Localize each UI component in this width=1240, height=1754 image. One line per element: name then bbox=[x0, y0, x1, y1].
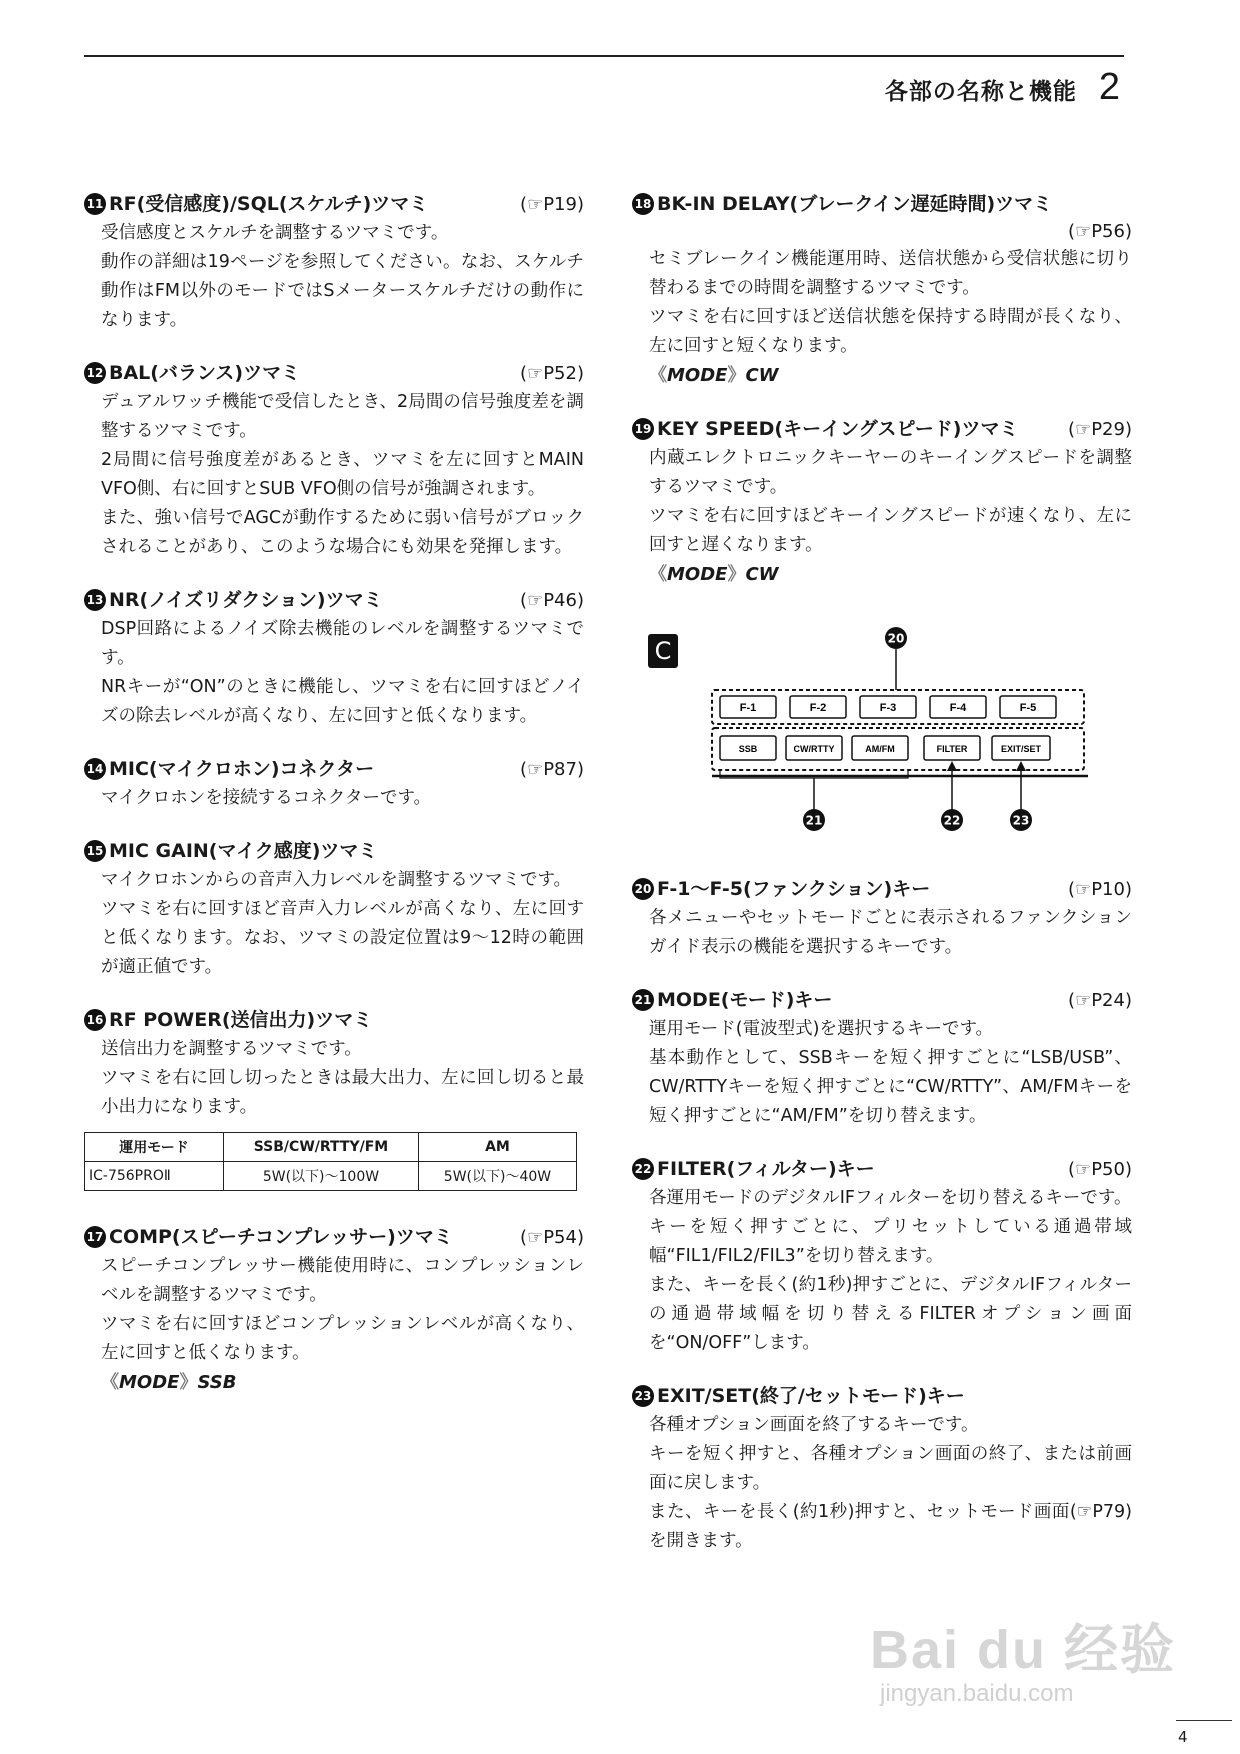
watermark-url: jingyan.baidu.com bbox=[880, 1680, 1074, 1707]
f1-key-label: F-1 bbox=[739, 702, 757, 714]
page-ref: (☞P52) bbox=[520, 363, 584, 384]
item-text: 基本動作として、SSBキーを短く押すごとに“LSB/USB”、CW/RTTYキーを短く押すごとに“CW/RTTY”、AM/FMキーを短く押すごとに“AM/FM”を切り替えます。 bbox=[649, 1048, 1132, 1126]
mode-label: MODE bbox=[667, 365, 728, 386]
number-badge: 13 bbox=[84, 589, 106, 611]
item-16 bbox=[84, 1006, 584, 1122]
column-header: AM bbox=[418, 1133, 576, 1162]
mode-note bbox=[84, 1368, 584, 1398]
number-badge: 16 bbox=[84, 1009, 106, 1031]
number-badge: 17 bbox=[84, 1226, 106, 1248]
number-badge: 12 bbox=[84, 362, 106, 384]
number-badge: 22 bbox=[632, 1158, 654, 1180]
item-title: MIC(マイクロホン)コネクター bbox=[109, 758, 375, 780]
table-cell: 5W(以下)〜100W bbox=[224, 1162, 419, 1191]
item-11 bbox=[84, 190, 584, 335]
section-title: 各部の名称と機能 bbox=[884, 79, 1077, 105]
mode-note bbox=[632, 361, 1132, 391]
item-text: 各種オプション画面を終了するキーです。 bbox=[649, 1415, 979, 1435]
f5-key-label: F-5 bbox=[1019, 702, 1037, 714]
filter-key-label: FILTER bbox=[936, 744, 968, 754]
cw-rtty-key-label: CW/RTTY bbox=[793, 744, 835, 754]
item-17 bbox=[84, 1223, 584, 1398]
item-18 bbox=[632, 190, 1132, 391]
item-title: MODE(モード)キー bbox=[657, 989, 833, 1011]
arrow-up-icon bbox=[1016, 761, 1026, 771]
chevron-left-icon: 《 bbox=[649, 564, 667, 585]
chevron-right-icon: 》 bbox=[727, 564, 746, 585]
item-text: ツマミを右に回すほどコンプレッションレベルが高くなり、左に回すと低くなります。 bbox=[101, 1314, 584, 1363]
footer-rule bbox=[1176, 1720, 1232, 1721]
column-header: 運用モード bbox=[85, 1133, 224, 1162]
item-title: FILTER(フィルター)キー bbox=[657, 1158, 875, 1180]
item-text: ツマミを右に回すほど音声入力レベルが高くなり、左に回すと低くなります。なお、ツマミの設定位置は9〜12時の範囲が適正値です。 bbox=[101, 899, 584, 977]
item-text: また、キーを長く(約1秒)押すごとに、デジタルIFフィルターの通過帯域幅を切り替えるFILTERオプション画面を“ON/OFF”します。 bbox=[649, 1275, 1132, 1353]
page-ref: (☞P46) bbox=[520, 590, 584, 611]
f4-key-label: F-4 bbox=[949, 702, 967, 714]
item-text: マイクロホンを接続するコネクターです。 bbox=[101, 788, 432, 808]
item-text: 各メニューやセットモードごとに表示されるファンクションガイド表示の機能を選択するキーです。 bbox=[649, 908, 1132, 957]
number-badge: 20 bbox=[632, 878, 654, 900]
page-ref: (☞P56) bbox=[1068, 221, 1132, 242]
number-badge: 15 bbox=[84, 840, 106, 862]
right-column-upper bbox=[632, 190, 1132, 614]
item-text: 送信出力を調整するツマミです。 bbox=[101, 1039, 362, 1059]
item-text: デュアルワッチ機能で受信したとき、2局間の信号強度差を調整するツマミです。 bbox=[101, 392, 584, 441]
item-19 bbox=[632, 415, 1132, 590]
item-text: また、強い信号でAGCが動作するために弱い信号がブロックされることがあり、このような場合にも効果を発揮します。 bbox=[101, 508, 584, 557]
item-title: KEY SPEED(キーイングスピード)ツマミ bbox=[657, 418, 1019, 440]
item-15 bbox=[84, 837, 584, 982]
mode-note bbox=[632, 560, 1132, 590]
am-fm-key-label: AM/FM bbox=[865, 744, 895, 754]
mode-label: MODE bbox=[119, 1372, 180, 1393]
mode-value: CW bbox=[745, 564, 779, 585]
left-column bbox=[84, 190, 584, 1422]
table-cell: 5W(以下)〜40W bbox=[418, 1162, 576, 1191]
item-text: スピーチコンプレッサー機能使用時に、コンプレッションレベルを調整するツマミです。 bbox=[101, 1256, 584, 1305]
item-22 bbox=[632, 1155, 1132, 1358]
item-12 bbox=[84, 359, 584, 562]
ssb-key-label: SSB bbox=[738, 744, 758, 754]
item-text: キーを短く押すと、各種オプション画面の終了、または前画面に戻します。 bbox=[649, 1444, 1132, 1493]
chevron-left-icon: 《 bbox=[649, 365, 667, 386]
item-title: BAL(バランス)ツマミ bbox=[109, 362, 301, 384]
f2-key-label: F-2 bbox=[809, 702, 827, 714]
callout-number: 23 bbox=[1012, 813, 1030, 828]
item-text: 各運用モードのデジタルIFフィルターを切り替えるキーです。 bbox=[649, 1188, 1132, 1208]
item-title: COMP(スピーチコンプレッサー)ツマミ bbox=[109, 1226, 453, 1248]
chevron-left-icon: 《 bbox=[101, 1372, 119, 1393]
item-text: また、キーを長く(約1秒)押すと、セットモード画面(☞P79)を開きます。 bbox=[649, 1502, 1132, 1551]
item-14 bbox=[84, 755, 584, 813]
chevron-right-icon: 》 bbox=[179, 1372, 198, 1393]
item-text: セミブレークイン機能運用時、送信状態から受信状態に切り替わるまでの時間を調整するツマミです。 bbox=[649, 249, 1132, 298]
item-13 bbox=[84, 586, 584, 731]
item-text: ツマミを右に回し切ったときは最大出力、左に回し切ると最小出力になります。 bbox=[101, 1068, 584, 1117]
page-header bbox=[885, 66, 1120, 109]
item-text: ツマミを右に回すほどキーイングスピードが速くなり、左に回すと遅くなります。 bbox=[649, 506, 1132, 555]
item-title: EXIT/SET(終了/セットモード)キー bbox=[657, 1385, 965, 1407]
page-ref: (☞P19) bbox=[520, 194, 584, 215]
page-number: 4 bbox=[1178, 1728, 1188, 1746]
number-badge: 11 bbox=[84, 193, 106, 215]
mode-value: CW bbox=[745, 365, 779, 386]
number-badge: 21 bbox=[632, 989, 654, 1011]
item-title: NR(ノイズリダクション)ツマミ bbox=[109, 589, 383, 611]
item-text: 内蔵エレクトロニックキーヤーのキーイングスピードを調整するツマミです。 bbox=[649, 448, 1132, 497]
item-text: 2局間に信号強度差があるとき、ツマミを左に回すとMAIN VFO側、右に回すとSUB VFO側の信号が強調されます。 bbox=[101, 450, 584, 499]
item-text: NRキーが“ON”のときに機能し、ツマミを右に回すほどノイズの除去レベルが高くなり、左に回すと低くなります。 bbox=[101, 677, 584, 726]
table-header-row bbox=[85, 1133, 577, 1162]
table-row bbox=[85, 1162, 577, 1191]
item-title: MIC GAIN(マイク感度)ツマミ bbox=[109, 840, 378, 862]
item-text: DSP回路によるノイズ除去機能のレベルを調整するツマミです。 bbox=[101, 619, 584, 668]
page-ref: (☞P50) bbox=[1068, 1159, 1132, 1180]
item-text: 運用モード(電波型式)を選択するキーです。 bbox=[649, 1019, 994, 1039]
watermark-brand: Bai du 经验 bbox=[870, 1620, 1177, 1680]
number-badge: 18 bbox=[632, 193, 654, 215]
item-21 bbox=[632, 986, 1132, 1131]
chapter-number: 2 bbox=[1098, 66, 1120, 108]
callout-number: 20 bbox=[887, 631, 905, 646]
mode-value: SSB bbox=[197, 1372, 237, 1393]
item-title: RF POWER(送信出力)ツマミ bbox=[109, 1009, 373, 1031]
exit-set-key-label: EXIT/SET bbox=[1000, 744, 1042, 754]
item-title: BK-IN DELAY(ブレークイン遅延時間)ツマミ bbox=[657, 193, 1053, 215]
item-text: 動作の詳細は19ページを参照してください。なお、スケルチ動作はFM以外のモードではSメータースケルチだけの動作になります。 bbox=[101, 252, 584, 330]
page-ref: (☞P10) bbox=[1068, 879, 1132, 900]
right-column-lower bbox=[632, 875, 1132, 1580]
power-table bbox=[84, 1132, 577, 1191]
baidu-watermark bbox=[870, 1620, 1176, 1708]
f3-key-label: F-3 bbox=[879, 702, 897, 714]
page-ref: (☞P54) bbox=[520, 1227, 584, 1248]
page-ref: (☞P24) bbox=[1068, 990, 1132, 1011]
item-title: F-1〜F-5(ファンクション)キー bbox=[657, 878, 931, 900]
column-header: SSB/CW/RTTY/FM bbox=[224, 1133, 419, 1162]
table-cell: IC-756PROⅡ bbox=[85, 1162, 224, 1191]
page-ref: (☞P87) bbox=[520, 759, 584, 780]
item-text: マイクロホンからの音声入力レベルを調整するツマミです。 bbox=[101, 870, 572, 890]
mode-label: MODE bbox=[667, 564, 728, 585]
arrow-up-icon bbox=[947, 761, 957, 771]
number-badge: 14 bbox=[84, 758, 106, 780]
item-20 bbox=[632, 875, 1132, 962]
key-diagram bbox=[640, 620, 1100, 840]
item-text: キーを短く押すごとに、プリセットしている通過帯域幅“FIL1/FIL2/FIL3”を切り替えます。 bbox=[649, 1217, 1132, 1266]
callout-number: 22 bbox=[943, 813, 961, 828]
item-text: 受信感度とスケルチを調整するツマミです。 bbox=[101, 223, 449, 243]
item-23 bbox=[632, 1382, 1132, 1556]
item-text: ツマミを右に回すほど送信状態を保持する時間が長くなり、左に回すと短くなります。 bbox=[649, 307, 1132, 356]
callout-number: 21 bbox=[805, 813, 823, 828]
page-ref: (☞P29) bbox=[1068, 419, 1132, 440]
top-rule bbox=[84, 55, 1124, 57]
item-title: RF(受信感度)/SQL(スケルチ)ツマミ bbox=[109, 193, 429, 215]
key-panel-illustration bbox=[640, 620, 1100, 840]
chevron-right-icon: 》 bbox=[727, 365, 746, 386]
number-badge: 19 bbox=[632, 418, 654, 440]
number-badge: 23 bbox=[632, 1385, 654, 1407]
figure-label: C bbox=[648, 634, 678, 668]
